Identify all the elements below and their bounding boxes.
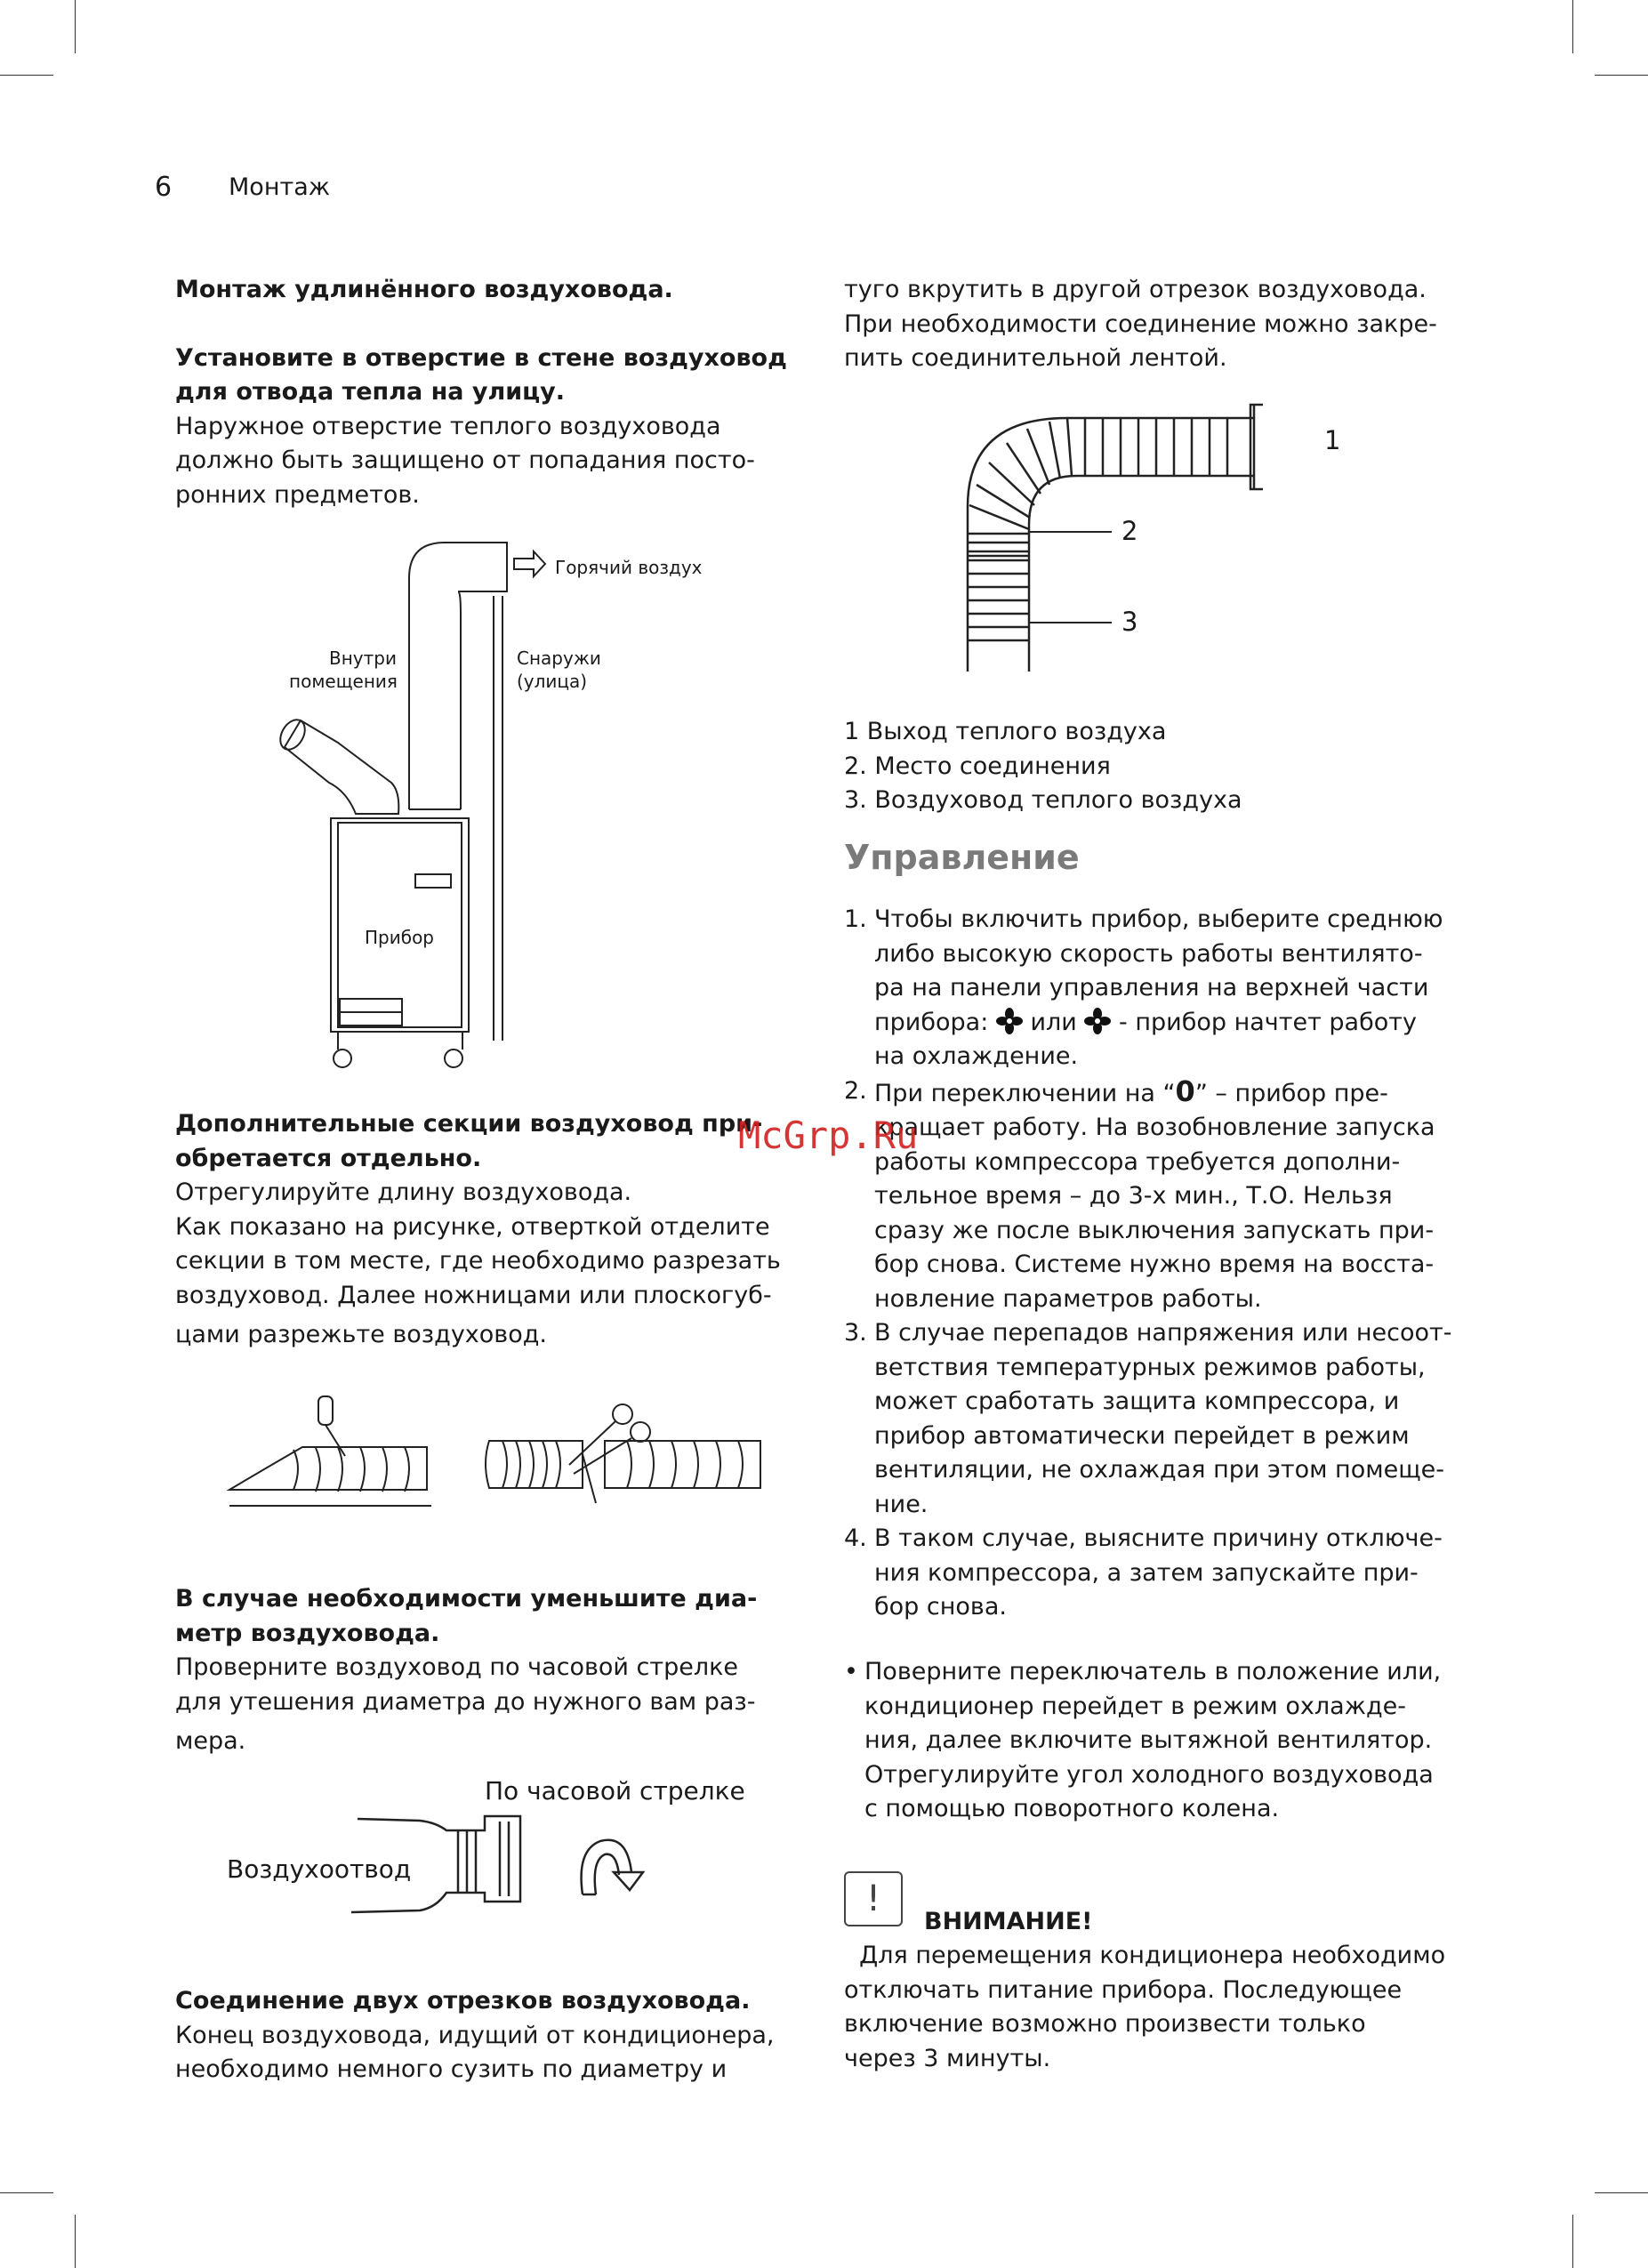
crop-mark [1595, 75, 1648, 76]
warning-text [844, 1939, 1484, 2076]
reduce-text-line: Проверните воздуховод по часовой стрелке [175, 1653, 739, 1681]
step-line: ния компрессора, а затем запускайте при- [874, 1558, 1419, 1587]
step-line: прибор автоматически перейдет в режим [874, 1421, 1410, 1450]
bullet-line: с помощью поворотного колена. [864, 1795, 1280, 1822]
title-extended-duct: Монтаж удлинённого воздуховода. [175, 276, 673, 303]
crop-mark [0, 2192, 53, 2193]
left-column [175, 273, 816, 512]
warning-line: отключать питание прибора. Последующее [844, 1975, 1403, 2004]
sections-text-line: цами разрежьте воздуховод. [175, 1321, 547, 1348]
crop-mark [0, 75, 53, 76]
outside-label: Снаружи [517, 647, 601, 669]
page-number: 6 [155, 172, 173, 203]
step-line: вентиляции, не охлаждая при этом помеще- [874, 1456, 1444, 1484]
legend [844, 715, 1484, 818]
step-item: 1. Чтобы включить прибор, выберите среднюю либо высокую скорость работы вентилято- ра на панели управления на верхней части прибора: или - прибор начтет работу на охлаждение. [844, 905, 1443, 1070]
reduce-block [175, 1582, 816, 1759]
step-item: 3. В случае перепадов напряжения или несоот- ветствия температурных режимов работы, может сработать защита компрессора, и прибор автоматически перейдет в режим вентиляции, не охлаждая при этом помеще- ние. [844, 1319, 1452, 1518]
fan-high-icon [1084, 1008, 1111, 1034]
sections-heading-line: Дополнительные секции воздуховод при- [175, 1110, 763, 1138]
warning-line: включение возможно произвести только [844, 2010, 1366, 2038]
inside-label: помещения [289, 671, 398, 692]
step-line: работы компрессора требуется дополни- [874, 1147, 1401, 1176]
crop-mark [75, 2215, 76, 2268]
inside-label: Внутри [329, 647, 397, 669]
join-cont-line: туго вкрутить в другой отрезок воздуховода. [844, 276, 1427, 303]
control-heading: Управление [844, 838, 1080, 877]
warning-line: Для перемещения кондиционера необходимо [844, 1942, 1446, 1969]
callout-2: 2 [1121, 516, 1138, 546]
join-continuation [844, 273, 1484, 376]
crop-mark [1572, 0, 1573, 53]
install-heading-line: для отвода тепла на улицу. [175, 378, 566, 406]
reduce-text-line: для утешения диаметра до нужного вам раз- [175, 1687, 756, 1716]
watermark: McGrp.Ru [738, 1114, 919, 1157]
step-line: В таком случае, выясните причину отключе- [874, 1524, 1443, 1552]
step-line: ветствия температурных режимов работы, [874, 1353, 1426, 1381]
hot-air-label: Горячий воздух [555, 557, 703, 578]
control-steps [844, 903, 1484, 1625]
install-text-line: ронних предметов. [175, 480, 420, 509]
device-installation-figure [267, 525, 694, 1076]
step-line: кращает работу. На возобновление запуска [874, 1114, 1435, 1141]
bullet-line: Отрегулируйте угол холодного воздуховода [864, 1760, 1434, 1789]
zero-position: 0 [1175, 1074, 1195, 1108]
sections-text-line: секции в том месте, где необходимо разрезать [175, 1247, 781, 1275]
join-cont-line: пить соединительной лентой. [844, 344, 1227, 372]
device-label: Прибор [365, 927, 434, 948]
bullet-mark: • [844, 1658, 858, 1685]
sections-text-line: Отрегулируйте длину воздуховода. [175, 1178, 632, 1206]
bullet-block [844, 1655, 1484, 1827]
section-title: Монтаж [229, 173, 331, 201]
sections-text-line: Как показано на рисунке, отверткой отделите [175, 1212, 770, 1241]
legend-item: 2. Место соединения [844, 752, 1111, 780]
legend-item: 1 Выход теплого воздуха [844, 718, 1167, 745]
step-line: на охлаждение. [874, 1042, 1079, 1070]
join-block [175, 1984, 816, 2087]
outside-label: (улица) [517, 671, 588, 692]
crop-mark [1572, 2215, 1573, 2268]
step-line: ра на панели управления на верхней части [874, 974, 1429, 1001]
callout-1: 1 [1324, 425, 1341, 455]
fan-medium-icon [996, 1008, 1023, 1034]
step-line: тельное время – до 3-х мин., Т.О. Нельзя [874, 1182, 1393, 1210]
bullet-line: Поверните переключатель в положение или, [864, 1658, 1442, 1685]
step-item: 4. В таком случае, выясните причину отключе- ния компрессора, а затем запускайте при- бор снова. [844, 1524, 1443, 1621]
crop-mark [75, 0, 76, 53]
reduce-text-line: мера. [175, 1727, 246, 1755]
install-text-line: Наружное отверстие теплого воздуховода [175, 412, 721, 440]
legend-item: 3. Воздуховод теплого воздуха [844, 786, 1242, 814]
step-item: 2. При переключении на “0” – прибор пре- кращает работу. На возобновление запуска работы компрессора требуется дополни- тельное время – до 3-х мин., Т.О. Нельзя сразу же после выключения запускать при- бор снова. Системе нужно время на восста- новление параметров работы. [844, 1074, 1435, 1313]
join-text-line: Конец воздуховода, идущий от кондиционера, [175, 2021, 775, 2049]
step-line: новление параметров работы. [874, 1284, 1262, 1313]
step-line: сразу же после выключения запускать при- [874, 1216, 1435, 1244]
sections-heading-line: обретается отдельно. [175, 1144, 482, 1172]
step-line: бор снова. Системе нужно время на восста- [874, 1251, 1435, 1278]
duct-cutting-figure [222, 1392, 774, 1516]
install-text-line: должно быть защищено от попадания посто- [175, 446, 755, 474]
warning-line: через 3 минуты. [844, 2044, 1051, 2072]
sections-block [175, 1107, 816, 1353]
warning-icon: ! [844, 1871, 903, 1926]
step-line: ние. [874, 1490, 929, 1518]
reduce-heading-line: В случае необходимости уменьшите диа- [175, 1585, 758, 1613]
callout-3: 3 [1121, 607, 1138, 637]
duct-twist-figure [347, 1806, 676, 1930]
clockwise-label: По часовой стрелке [485, 1776, 745, 1806]
bullet-line: кондиционер перейдет в режим охлажде- [864, 1692, 1406, 1720]
outlet-label: Воздухоотвод [227, 1854, 412, 1884]
sections-text-line: воздуховод. Далее ножницами или плоскогуб- [175, 1281, 772, 1309]
crop-mark [1595, 2192, 1648, 2193]
join-text-line: необходимо немного сузить по диаметру и [175, 2055, 728, 2083]
step-line: бор снова. [874, 1593, 1007, 1621]
step-line: В случае перепадов напряжения или несоот- [874, 1319, 1452, 1347]
install-heading-line: Установите в отверстие в стене воздуховод [175, 343, 787, 372]
warning-title: ВНИМАНИЕ! [924, 1908, 1093, 1935]
join-heading: Соединение двух отрезков воздуховода. [175, 1987, 751, 2015]
join-cont-line: При необходимости соединение можно закре- [844, 310, 1437, 338]
step-line: либо высокую скорость работы вентилято- [874, 939, 1423, 968]
step-line: Чтобы включить прибор, выберите среднюю [874, 905, 1443, 933]
bullet-line: ния, далее включите вытяжной вентилятор. [864, 1726, 1433, 1754]
bent-duct-figure [943, 400, 1263, 685]
step-line: может сработать защита компрессора, и [874, 1387, 1400, 1415]
reduce-heading-line: метр воздуховода. [175, 1619, 440, 1647]
